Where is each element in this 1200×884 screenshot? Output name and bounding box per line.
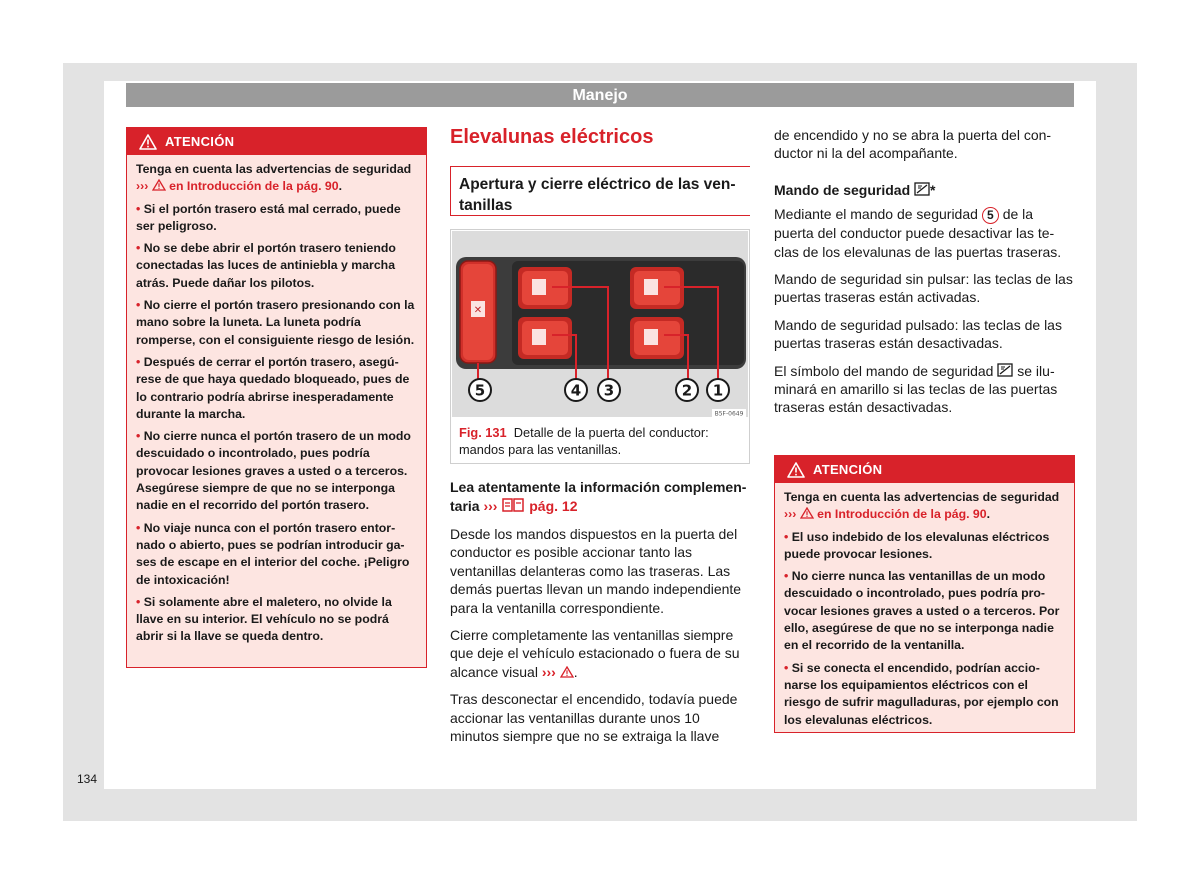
window-controls-illustration	[452, 231, 748, 417]
warning-triangle-icon	[152, 179, 166, 191]
left-warning-box	[126, 127, 427, 668]
callout-5-inline: 5	[982, 207, 999, 224]
warning-header	[127, 128, 426, 155]
warning-triangle-icon	[800, 507, 814, 519]
warning-item: • El uso indebido de los elevalunas eléctricos puede provocar lesiones.	[784, 529, 1050, 561]
paragraph: de encendido y no se abra la puerta del conductor ni la del acompañante.	[774, 127, 1052, 162]
figure-caption: Fig. 131 Detalle de la puerta del conductor: mandos para las ventanillas.	[459, 425, 709, 457]
warning-intro: Tenga en cuenta las advertencias de seguridad ››› en Introducción de la pág. 90.	[136, 162, 412, 194]
callout-5: 5	[474, 381, 486, 400]
paragraph: Mando de seguridad pulsado: las teclas de las puertas traseras están desactivadas.	[774, 316, 1062, 352]
child-lock-icon	[997, 363, 1013, 377]
right-body	[774, 126, 1074, 426]
paragraph: Mediante el mando de seguridad 5 de la puerta del conductor puede desactivar las teclas de los elevalunas de las puertas traseras.	[774, 206, 1062, 260]
warning-title: ATENCIÓN	[813, 462, 883, 477]
paragraph: Tras desconectar el encendido, todavía puede accionar las ventanillas durante unos 10 minutos siempre que no se extraiga la llave	[450, 691, 738, 745]
callout-4: 4	[570, 381, 582, 400]
warning-title: ATENCIÓN	[165, 134, 235, 149]
warning-item: • No cierre el portón trasero presionando con la mano sobre la luneta. La luneta podría romperse, con el consiguiente riesgo de lesión.	[136, 298, 415, 347]
warning-item: • No cierre nunca las ventanillas de un modo descuidado o incontrolado, pues podría provocar lesiones graves a usted o a terceros. Por ello, asegúrese de que no se interponga nadie en el recorrido de la ventanilla.	[784, 569, 1060, 653]
warning-item: • Si solamente abre el maletero, no olvide la llave en su interior. El vehículo no se podrá abrir si la llave se queda dentro.	[136, 594, 392, 644]
warning-item: • Si se conecta el encendido, podrían accionarse los equipamientos eléctricos con el riesgo de sufrir magulladuras, por ejemplo con los elevalunas eléctricos.	[784, 660, 1059, 727]
section-header: Manejo	[126, 83, 1074, 107]
right-warning-box	[774, 455, 1075, 733]
chevron-icon: ›››	[784, 507, 797, 522]
subheading: Mando de seguridad *	[774, 181, 936, 198]
paragraph: El símbolo del mando de seguridad se iluminará en amarillo si las teclas de las puertas traseras están desactivadas.	[774, 362, 1058, 416]
warning-item: • No viaje nunca con el portón trasero entornado o abierto, pues se podrían introducir gases de escape en el interior del coche. ¡Peligro de intoxicación!	[136, 520, 410, 587]
warning-header	[775, 456, 1074, 483]
figure-131	[450, 229, 750, 464]
callout-1: 1	[712, 381, 724, 400]
subsection-heading: Apertura y cierre eléctrico de las ventanillas	[450, 166, 750, 216]
cross-reference-link[interactable]: en Introducción de la pág. 90	[169, 179, 339, 194]
warning-body	[775, 483, 1074, 735]
paragraph: Mando de seguridad sin pulsar: las teclas de las puertas traseras están activadas.	[774, 271, 1073, 306]
warning-item: • No se debe abrir el portón trasero teniendo conectadas las luces de antiniebla y marcha atrás. Puede dañar los pilotos.	[136, 241, 396, 290]
warning-body	[127, 155, 426, 652]
paragraph: Cierre completamente las ventanillas siempre que deje el vehículo estacionado o fuera de su alcance visual ››› .	[450, 627, 740, 680]
warning-item: • Después de cerrar el portón trasero, asegúrese de que haya quedado bloqueado, pues de lo contrario podría abrirse inesperadamente durante la marcha.	[136, 354, 410, 421]
page-title: Elevalunas eléctricos	[450, 126, 654, 148]
callout-2: 2	[681, 381, 693, 400]
chevron-icon: ›››	[136, 179, 149, 194]
paragraph: Desde los mandos dispuestos en la puerta del conductor es posible accionar tanto las ventanillas delanteras como las traseras. Las demás puertas llevan un mando independiente para la ventanilla correspondiente.	[450, 526, 742, 616]
book-reference-icon	[501, 497, 525, 513]
cross-reference-link[interactable]: en Introducción de la pág. 90	[817, 507, 987, 522]
warning-triangle-icon	[787, 462, 805, 478]
warning-intro: Tenga en cuenta las advertencias de seguridad ››› en Introducción de la pág. 90.	[784, 490, 1060, 522]
warning-triangle-icon	[139, 134, 157, 150]
warning-triangle-icon	[560, 666, 574, 678]
child-lock-icon	[471, 301, 485, 317]
warning-item: • No cierre nunca el portón trasero de un modo descuidado o incontrolado, pues podría provocar lesiones graves a usted o a terceros. Asegúrese siempre de que no se interponga nadie en el recorrido del portón trasero.	[136, 429, 411, 513]
page-reference-link[interactable]: pág. 12	[529, 498, 578, 514]
callout-3: 3	[603, 381, 615, 400]
figure-code: B5F-0649	[714, 410, 744, 417]
warning-item: • Si el portón trasero está mal cerrado, puede ser peligroso.	[136, 201, 401, 233]
read-more: Lea atentamente la información complementaria ››› pág. 12	[450, 479, 747, 514]
page-number: 134	[77, 772, 98, 786]
middle-body	[450, 478, 750, 754]
svg-text:✕: ✕	[473, 305, 483, 316]
child-lock-icon	[914, 182, 930, 196]
